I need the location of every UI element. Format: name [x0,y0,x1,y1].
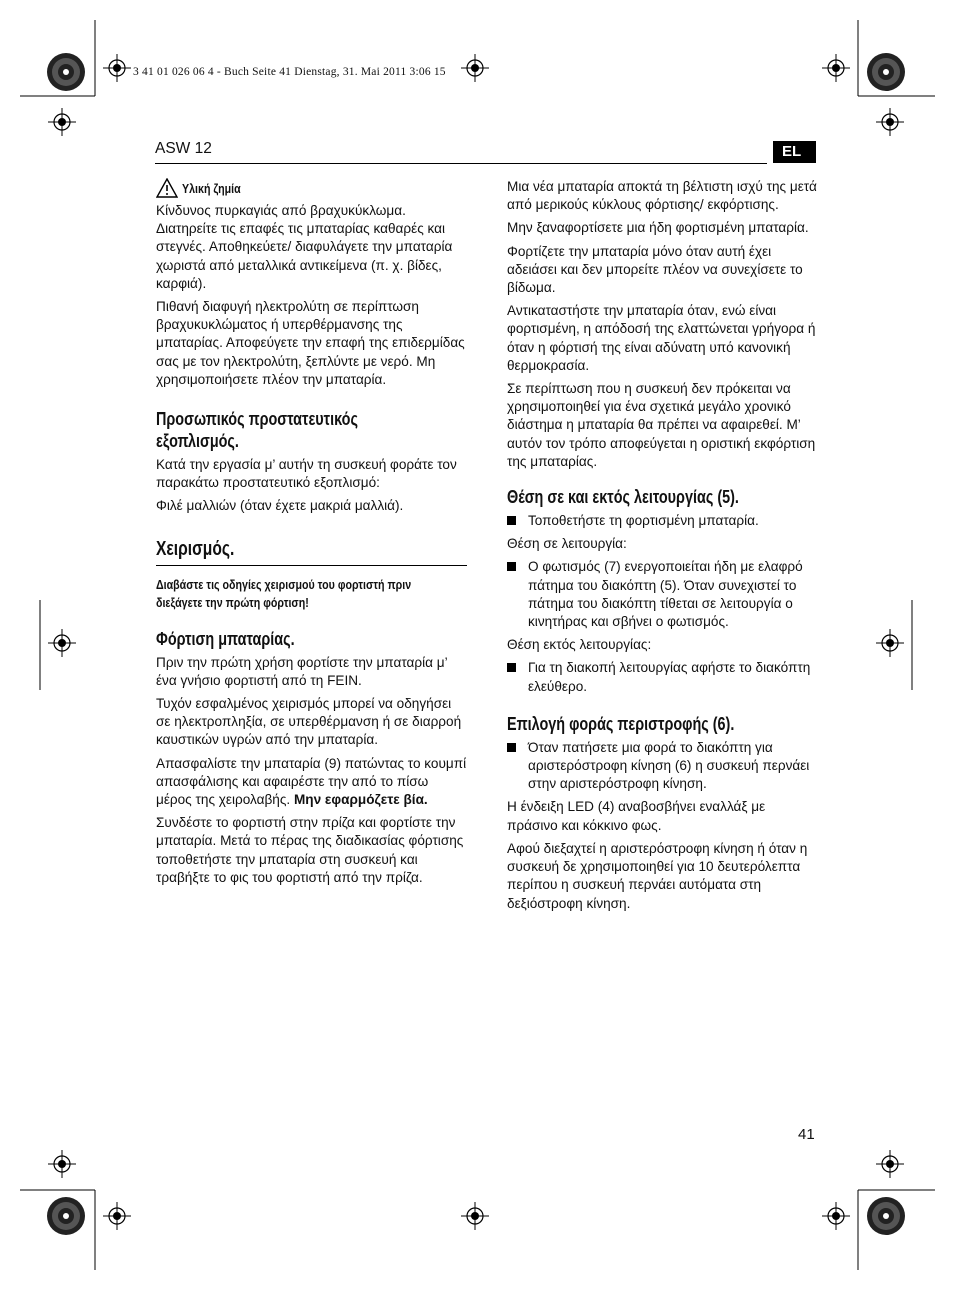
bullet-square-icon [507,743,516,752]
list-item [507,512,819,530]
paragraph-text: Απασφαλίστε την μπαταρία (9) πατώντας το κουμπί απασφάλισης και αφαιρέστε την από το πίσω μέρος της χειρολαβής. [156,755,467,808]
paragraph: Κίνδυνος πυρκαγιάς από βραχυκύκλωμα. Διατηρείτε τις επαφές τις μπαταρίας καθαρές και στεγνές. Αποθηκεύετε/ διαφυλάγετε την μπαταρία χωριστά από μεταλλικά αντικείμενα (π. χ. βίδες, καρφιά). [156,203,453,291]
section-heading-protection: Προσωπικός προστατευτικός [156,409,358,430]
note-line: Διαβάστε τις οδηγίες χειρισμού του φορτιστή πριν [156,576,412,592]
paragraph: Κατά την εργασία μ’ αυτήν τη συσκευή φοράτε τον παρακάτω προστατευτικό εξοπλισμό: [156,457,457,491]
paragraph: Πριν την πρώτη χρήση φορτίστε την μπαταρία μ’ ένα γνήσιο φορτιστή από τη FEIN. [156,654,448,688]
left-column [156,178,467,892]
section-heading-onoff: Θέση σε και εκτός λειτουργίας (5). [507,487,739,508]
list-item [507,558,819,631]
bold-warning: Μην εφαρμόζετε βία. [293,792,428,808]
paragraph: Φορτίζετε την μπαταρία μόνο όταν αυτή έχει αδειάσει και δεν μπορείτε πλέον να συνεχίσετε το βίδωμα. [507,243,803,296]
page-number: 41 [798,1126,815,1143]
warning-triangle-icon [156,178,178,198]
list-item-text: Τοποθετήστε τη φορτισμένη μπαταρία. [528,513,759,529]
language-badge: EL [773,141,816,163]
paragraph: Σε περίπτωση που η συσκευή δεν πρόκειται να χρησιμοποιηθεί για ένα σχετικά μεγάλο χρονικό διάστημα η μπαταρία θα πρέπει να αφαιρεθεί. Μ’ αυτόν τον τρόπο αποφεύγεται η οριστική εκφόρτιση της μπαταρίας. [507,381,816,469]
paragraph: Θέση εκτός λειτουργίας: [507,637,652,653]
paragraph: Αφού διεξαχτεί η αριστερόστροφη κίνηση ή όταν η συσκευή δε χρησιμοποιηθεί για 10 δευτερόλεπτα περίπου η συσκευή περνάει αυτόματα στη δεξιόστροφη κίνηση. [507,840,808,911]
paragraph [156,755,467,810]
list-item [507,739,819,794]
print-info: 3 41 01 026 06 4 - Buch Seite 41 Dienstag, 31. Mai 2011 3:06 15 [133,66,446,78]
list-item-text: Όταν πατήσετε μια φορά το διακόπτη για αριστερόστροφη κίνηση (6) η συσκευή περνάει στην αριστερόστροφη κίνηση. [528,739,810,792]
list-item-text: Για τη διακοπή λειτουργίας αφήστε το διακόπτη ελεύθερο. [528,660,811,694]
paragraph: Φιλέ μαλλιών (όταν έχετε μακριά μαλλιά). [156,498,404,514]
section-heading-charging: Φόρτιση μπαταρίας. [156,628,295,649]
paragraph: Συνδέστε το φορτιστή στην πρίζα και φορτίστε την μπαταρία. Μετά το πέρας της διαδικασίας φόρτισης τοποθετήστε την μπαταρία στη συσκευή και τραβήξτε το φις του φορτιστή από την πρίζα. [156,815,464,885]
bullet-square-icon [507,562,516,571]
section-heading-direction: Επιλογή φοράς περιστροφής (6). [507,713,735,734]
warning-title: Υλική ζημία [182,181,241,196]
section-heading-protection-cont: εξοπλισμός. [156,431,239,452]
paragraph: Πιθανή διαφυγή ηλεκτρολύτη σε περίπτωση βραχυκυκλώματος ή υπερθέρμανσης της μπαταρίας. Αποφεύγετε την επαφή της επιδερμίδας σας με τον ηλεκτρολύτη, ξεπλύντε με νερό. Μη χρησιμοποιήσετε πλέον την μπαταρία. [156,299,465,387]
list-item [507,659,819,695]
header-rule [155,163,767,164]
note-line: διεξάγετε την πρώτη φόρτιση! [156,594,309,610]
bullet-square-icon [507,663,516,672]
paragraph: Τυχόν εσφαλμένος χειρισμός μπορεί να οδηγήσει σε ηλεκτροπληξία, σε υπερθέρμανση ή σε διαρροή καυστικών υγρών από την μπαταρία. [156,696,462,748]
section-heading-operation: Χειρισμός. [156,537,235,560]
paragraph: Μια νέα μπαταρία αποκτά τη βέλτιστη ισχύ της μετά από μερικούς κύκλους φόρτισης/ εκφόρτισης. [507,179,817,213]
list-item-text: Ο φωτισμός (7) ενεργοποιείται ήδη με ελαφρό πάτημα του διακόπτη (5). Όταν συνεχιστεί το πάτημα του διακόπτη τίθεται σε λειτουργία ο κινητήρας και σβήνει ο φωτισμός. [528,559,803,630]
paragraph: Αντικαταστήστε την μπαταρία όταν, ενώ είναι φορτισμένη, η απόδοσή της ελαττώνεται γρήγορα ή όταν η φόρτισή της είναι αδύνατη υπό κανονική θερμοκρασία. [507,303,816,373]
paragraph: Θέση σε λειτουργία: [507,536,627,552]
warning-heading [156,178,467,198]
paragraph: Η ένδειξη LED (4) αναβοσβήνει εναλλάξ με πράσινο και κόκκινο φως. [507,799,766,833]
bullet-square-icon [507,516,516,525]
document-title: ASW 12 [155,140,212,157]
paragraph: Μην ξαναφορτίσετε μια ήδη φορτισμένη μπαταρία. [507,220,809,236]
right-column [507,178,819,918]
